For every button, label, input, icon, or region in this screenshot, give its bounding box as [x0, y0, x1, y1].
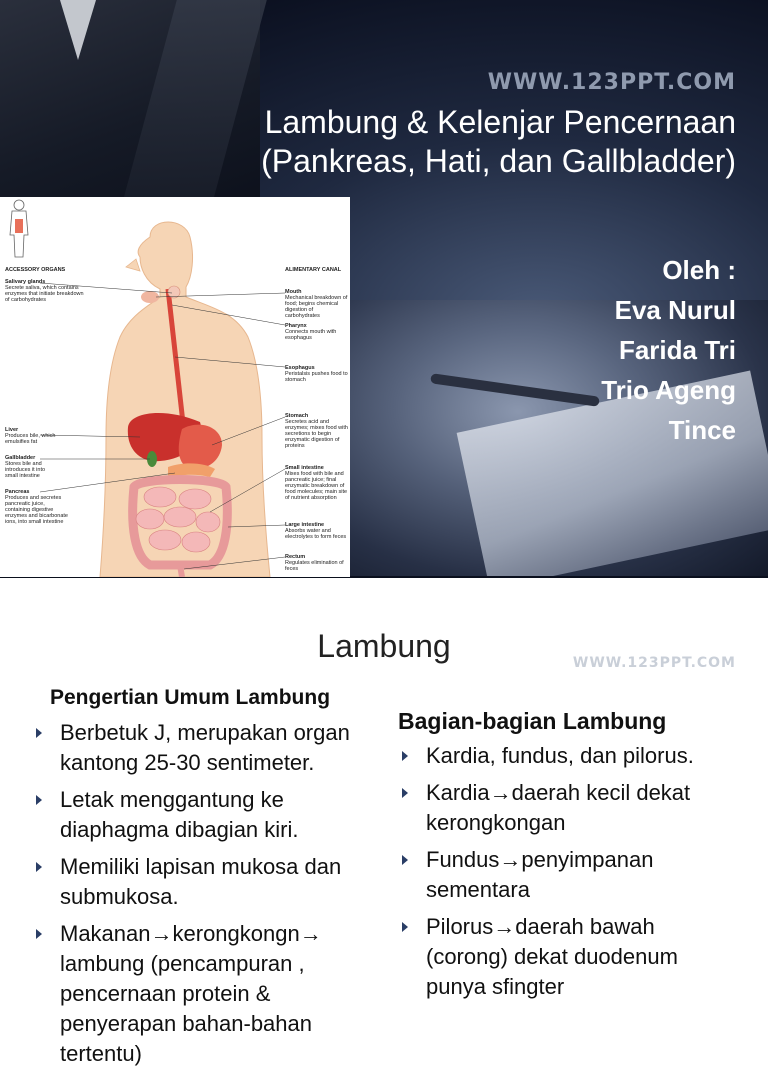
label-large-intestine: Large intestine Absorbs water and electrolytes to form feces: [285, 522, 347, 540]
list-item: Memiliki lapisan mukosa dan submukosa.: [32, 852, 377, 912]
bullet-triangle-icon: [402, 788, 408, 798]
label-salivary-glands: Salivary glands Secrete saliva, which contains enzymes that initiate breakdown of carbohydrates: [5, 279, 84, 303]
inset-figure: [10, 200, 28, 257]
list-item: Fundus→penyimpanan sementara: [398, 845, 728, 905]
label-pharynx: Pharynx Connects mouth with esophagus: [285, 323, 337, 341]
author-name: Trio Ageng: [601, 375, 736, 405]
watermark: WWW.123PPT.COM: [572, 655, 736, 671]
label-rectum: Rectum Regulates elimination of feces: [285, 554, 344, 572]
label-liver: Liver Produces bile, which emulsifies fat: [5, 427, 56, 445]
list-item: Kardia→daerah kecil dekat kerongkongan: [398, 778, 728, 838]
content-slide: [0, 578, 768, 1066]
title-line-1: Lambung & Kelenjar Pencernaan: [264, 104, 736, 140]
bullet-triangle-icon: [402, 751, 408, 761]
slide-title: Lambung: [317, 628, 451, 664]
left-column-heading: Pengertian Umum Lambung: [50, 686, 331, 709]
bullet-triangle-icon: [36, 929, 42, 939]
accessory-organs-heading: ACCESSORY ORGANS: [5, 267, 66, 273]
list-item: Berbetuk J, merupakan organ kantong 25-30 sentimeter.: [32, 718, 377, 778]
bullet-triangle-icon: [36, 795, 42, 805]
label-gallbladder: Gallbladder Stores bile and introduces it into small intestine: [5, 455, 46, 479]
author-name: Tince: [668, 415, 736, 445]
watermark: WWW.123PPT.COM: [487, 70, 736, 95]
list-item: Kardia, fundus, dan pilorus.: [398, 741, 728, 771]
right-bullet-list: [398, 741, 728, 1009]
author-name: Eva Nurul: [614, 295, 736, 325]
bullet-triangle-icon: [36, 728, 42, 738]
label-pancreas: Pancreas Produces and secretes pancreatic juice, containing digestive enzymes and bicarbonate ions, into small intestine: [5, 489, 68, 525]
right-column-heading: Bagian-bagian Lambung: [398, 708, 667, 734]
list-item: Pilorus→daerah bawah (corong) dekat duodenum punya sfingter: [398, 912, 728, 1002]
label-small-intestine: Small intestine Mixes food with bile and pancreatic juice; final enzymatic breakdown of food molecules; main site of nutrient absorption: [285, 465, 348, 501]
rectum: [180, 565, 182, 577]
list-item: Makanan→kerongkongn→ lambung (pencampuran , pencernaan protein & penyerapan bahan-bahan tertentu): [32, 919, 377, 1069]
bullet-triangle-icon: [402, 855, 408, 865]
alimentary-canal-heading: ALIMENTARY CANAL: [285, 267, 342, 273]
bullet-triangle-icon: [402, 922, 408, 932]
bullet-triangle-icon: [36, 862, 42, 872]
author-heading: Oleh :: [662, 255, 736, 285]
digestive-system-figure: [0, 197, 350, 577]
label-stomach: Stomach Secretes acid and enzymes; mixes food with secretions to begin enzymatic digestion of proteins: [285, 413, 348, 449]
author-name: Farida Tri: [618, 335, 736, 365]
list-item: Letak menggantung ke diaphagma dibagian kiri.: [32, 785, 377, 845]
label-esophagus: Esophagus Peristalsis pushes food to stomach: [285, 365, 348, 383]
author-list: [601, 250, 736, 450]
slide-title: [196, 103, 736, 181]
background-shirt: [60, 0, 96, 60]
title-line-2: (Pankreas, Hati, dan Gallbladder): [261, 143, 736, 179]
left-bullet-list: [32, 718, 377, 1076]
label-mouth: Mouth Mechanical breakdown of food; begins chemical digestion of carbohydrates: [285, 289, 348, 319]
